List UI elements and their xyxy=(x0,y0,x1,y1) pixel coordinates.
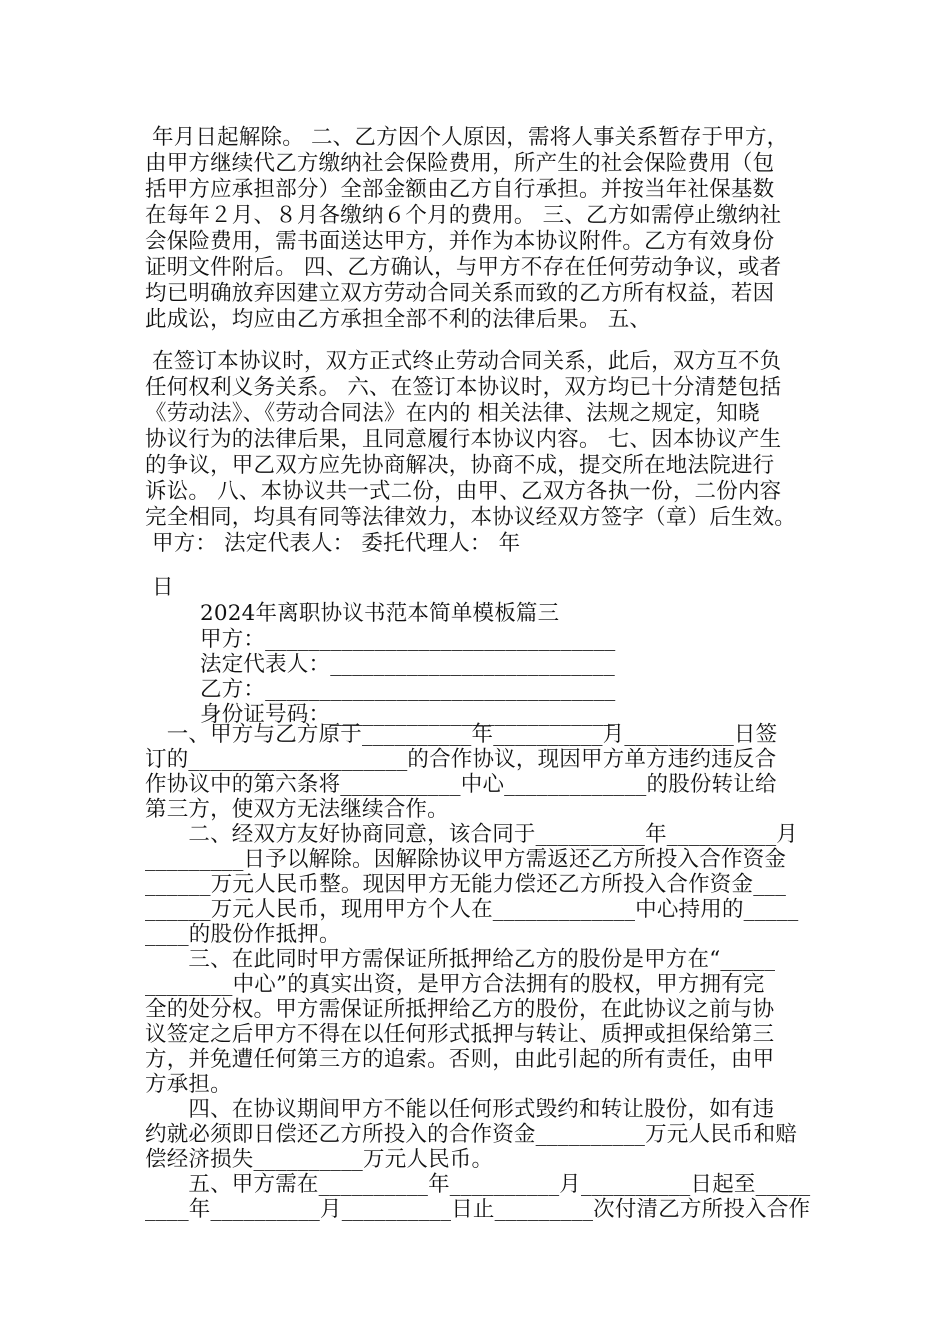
legal-rep-field: 法定代表人：__________________________ xyxy=(200,652,615,677)
text-line: 订的____________________的合作协议，现因甲方单方违约违反合 xyxy=(145,747,777,772)
text-line: 四、在协议期间甲方不能以任何形式毁约和转让股份，如有违 xyxy=(145,1097,775,1122)
id-number-field: 身份证号码：__________________________ xyxy=(200,702,615,727)
text-line: ______万元人民币整。现因甲方无能力偿还乙方所投入合作资金___ xyxy=(145,872,787,897)
party-b-field: 乙方：________________________________ xyxy=(200,677,616,702)
text-line: 甲方： 法定代表人： 委托代理人： 年 xyxy=(145,531,521,556)
text-line: 此成讼，均应由乙方承担全部不利的法律后果。 五、 xyxy=(145,307,652,332)
text-line: ______万元人民币，现用甲方个人在_____________中心持用的_____ xyxy=(145,897,799,922)
section-title: 2024年离职协议书范本简单模板篇三 xyxy=(200,601,560,626)
text-line: ____的股份作抵押。 xyxy=(145,922,341,947)
text-line: ____年__________月__________日止_________次付清乙方所投入合作 xyxy=(145,1197,811,1222)
text-line: 偿经济损失__________万元人民币。 xyxy=(145,1147,494,1172)
text-line: 完全相同，均具有同等法律效力，本协议经双方签字（章）后生效。 xyxy=(145,505,797,530)
text-line: 均已明确放弃因建立双方劳动合同关系而致的乙方所有权益，若因 xyxy=(145,281,775,306)
text-line: 证明文件附后。 四、乙方确认，与甲方不存在任何劳动争议，或者 xyxy=(145,255,782,280)
text-line: 三、在此同时甲方需保证所抵押给乙方的股份是甲方在“_____ xyxy=(145,947,776,972)
text-line: 议签定之后甲方不得在以任何形式抵押与转让、质押或担保给第三 xyxy=(145,1022,775,1047)
text-line: 方，并免遭任何第三方的追索。否则，由此引起的所有责任，由甲 xyxy=(145,1047,775,1072)
text-line: 全的处分权。甲方需保证所抵押给乙方的股份，在此协议之前与协 xyxy=(145,997,775,1022)
text-line: 任何权利义务关系。 六、在签订本协议时，双方均已十分清楚包括 xyxy=(145,375,782,400)
text-line: 五、甲方需在__________年__________月__________日起至_____ xyxy=(145,1172,811,1197)
text-line: 诉讼。 八、本协议共一式二份，由甲、乙双方各执一份，二份内容 xyxy=(145,479,782,504)
text-line: 一、甲方与乙方原于__________年__________月__________日签 xyxy=(145,722,778,747)
text-line: 由甲方继续代乙方缴纳社会保险费用，所产生的社会保险费用（包 xyxy=(145,151,775,176)
text-line: ________中心”的真实出资，是甲方合法拥有的股权，甲方拥有完 xyxy=(145,972,765,997)
text-line: 在每年２月、８月各缴纳６个月的费用。 三、乙方如需停止缴纳社 xyxy=(145,203,782,228)
text-line: 二、经双方友好协商同意，该合同于__________年__________月 xyxy=(145,822,799,847)
text-line: 《劳动法》、《劳动合同法》在内的 相关法律、法规之规定，知晓 xyxy=(145,401,760,426)
party-a-field: 甲方：________________________________ xyxy=(200,627,616,652)
text-line: 年月日起解除。 二、乙方因个人原因，需将人事关系暂存于甲方， xyxy=(145,125,789,150)
text-line: 协议行为的法律后果，且同意履行本协议内容。 七、因本协议产生 xyxy=(145,427,782,452)
text-line: 括甲方应承担部分）全部金额由乙方自行承担。并按当年社保基数 xyxy=(145,177,775,202)
text-line: 的争议，甲乙双方应先协商解决，协商不成，提交所在地法院进行 xyxy=(145,453,775,478)
text-line: 方承担。 xyxy=(145,1072,232,1097)
text-line: 作协议中的第六条将___________中心_____________的股份转让给 xyxy=(145,772,777,797)
text-line: 约就必须即日偿还乙方所投入的合作资金__________万元人民币和赔 xyxy=(145,1122,798,1147)
text-line: _________日予以解除。因解除协议甲方需返还乙方所投入合作资金 xyxy=(145,847,787,872)
text-line: 日 xyxy=(145,575,174,600)
text-line: 会保险费用，需书面送达甲方，并作为本协议附件。乙方有效身份 xyxy=(145,229,775,254)
text-line: 在签订本协议时，双方正式终止劳动合同关系，此后，双方互不负 xyxy=(145,349,782,374)
text-line: 第三方，使双方无法继续合作。 xyxy=(145,797,449,822)
